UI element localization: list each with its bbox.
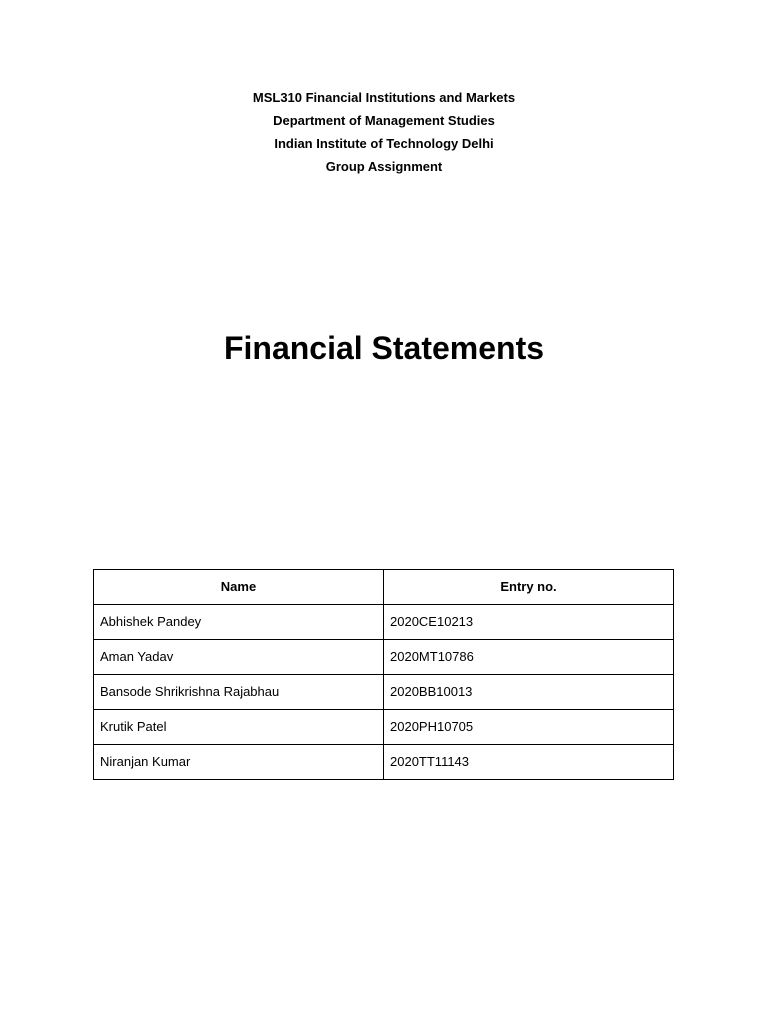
table-row (94, 675, 674, 710)
assignment-type: Group Assignment (325, 159, 443, 174)
member-name: Krutik Patel (94, 710, 384, 745)
member-name: Bansode Shrikrishna Rajabhau (94, 675, 384, 710)
member-entry-no: 2020MT10786 (384, 640, 674, 675)
member-entry-no: 2020BB10013 (384, 675, 674, 710)
course-name: MSL310 Financial Institutions and Markets (252, 90, 516, 105)
course-header (0, 86, 768, 178)
member-entry-no: 2020PH10705 (384, 710, 674, 745)
institute-name: Indian Institute of Technology Delhi (274, 136, 494, 151)
column-header-name: Name (94, 570, 384, 605)
department-name: Department of Management Studies (273, 113, 495, 128)
group-members-table (93, 569, 674, 780)
member-entry-no: 2020CE10213 (384, 605, 674, 640)
member-name: Abhishek Pandey (94, 605, 384, 640)
member-name: Niranjan Kumar (94, 745, 384, 780)
column-header-entry-no: Entry no. (384, 570, 674, 605)
member-name: Aman Yadav (94, 640, 384, 675)
document-title: Financial Statements (223, 330, 545, 366)
table-row (94, 640, 674, 675)
table-row (94, 745, 674, 780)
table-header-row (94, 570, 674, 605)
member-entry-no: 2020TT11143 (384, 745, 674, 780)
table-row (94, 710, 674, 745)
table-row (94, 605, 674, 640)
